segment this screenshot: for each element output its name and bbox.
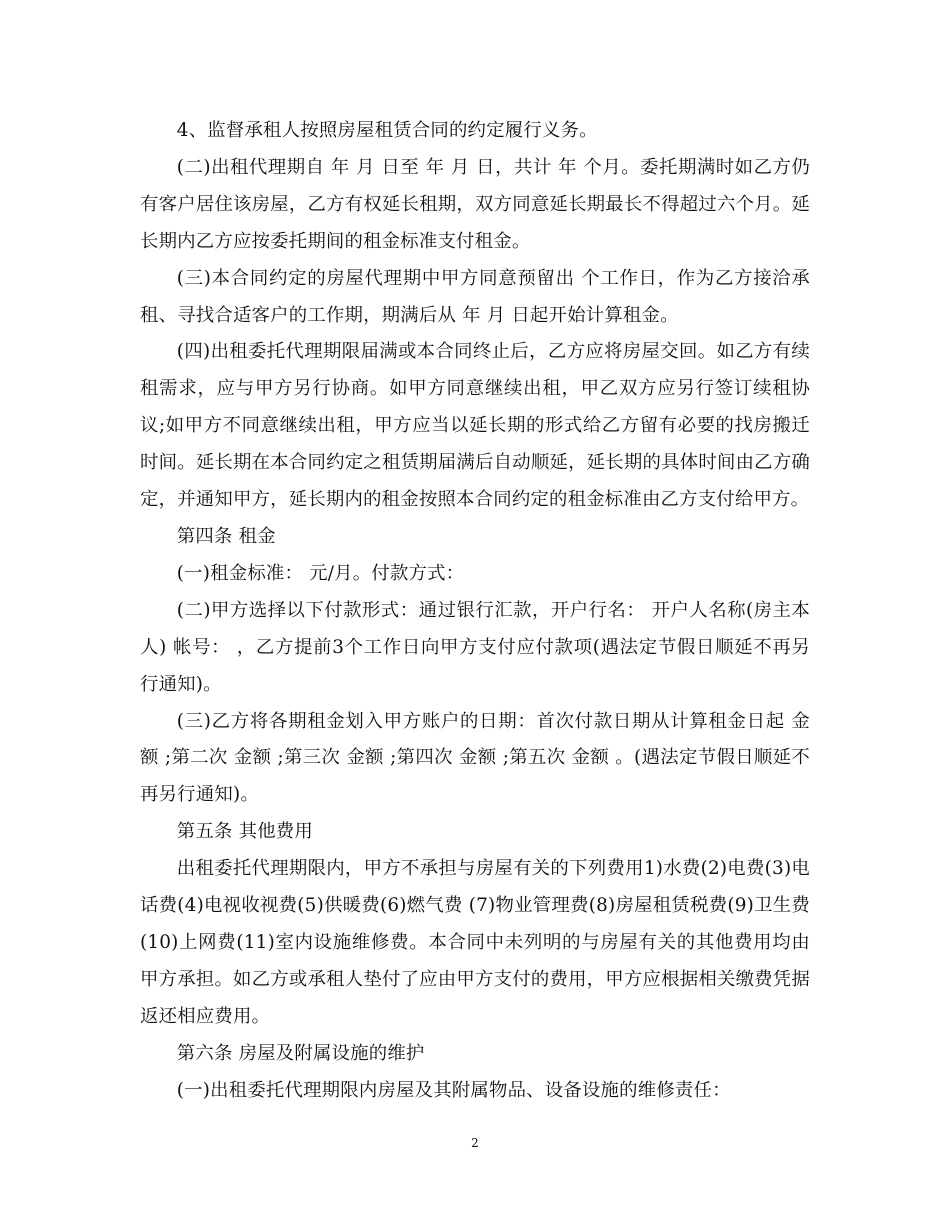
paragraph: 4、监督承租人按照房屋租赁合同的约定履行义务。	[176, 120, 598, 141]
paragraph: (二)甲方选择以下付款形式：通过银行汇款，开户行名： 开户人名称(房主本人) 帐号： ，乙方提前3个工作日向甲方支付应付款项(遇法定节假日顺延不再另行通知)。	[140, 599, 810, 695]
paragraph: 出租委托代理期限内，甲方不承担与房屋有关的下列费用1)水费(2)电费(3)电话费(4)电视收视费(5)供暖费(6)燃气费 (7)物业管理费(8)房屋租赁税费(9)卫生费(10)上网费(11)室内设施维修费。本合同中未列明的与房屋有关的其他费用均由甲方承担。如乙方或承租人垫付了应由甲方支付的费用，甲方应根据相关缴费凭据返还相应费用。	[140, 858, 810, 1027]
section-heading: 第六条 房屋及附属设施的维护	[176, 1042, 425, 1064]
paragraph: (二)出租代理期自 年 月 日至 年 月 日，共计 年 个月。委托期满时如乙方仍有客户居住该房屋，乙方有权延长租期，双方同意延长期最长不得超过六个月。延长期内乙方应按委托期间的租金标准支付租金。	[140, 156, 810, 252]
section-heading: 第四条 租金	[176, 525, 276, 547]
paragraph: (三)本合同约定的房屋代理期中甲方同意预留出 个工作日，作为乙方接洽承租、寻找合适客户的工作期，期满后从 年 月 日起开始计算租金。	[140, 267, 810, 326]
document-body	[140, 113, 810, 1109]
paragraph: (一)出租委托代理期限内房屋及其附属物品、设备设施的维修责任：	[176, 1079, 731, 1101]
paragraph: (一)租金标准： 元/月。付款方式：	[176, 562, 465, 584]
paragraph: (三)乙方将各期租金划入甲方账户的日期：首次付款日期从计算租金日起 金额 ;第二次 金额 ;第三次 金额 ;第四次 金额 ;第五次 金额 。(遇法定节假日顺延不再另行通知)。	[140, 710, 810, 806]
paragraph: (四)出租委托代理期限届满或本合同终止后，乙方应将房屋交回。如乙方有续租需求，应与甲方另行协商。如甲方同意继续出租，甲乙双方应另行签订续租协议;如甲方不同意继续出租，甲方应当以延长期的形式给乙方留有必要的找房搬迁时间。延长期在本合同约定之租赁期届满后自动顺延，延长期的具体时间由乙方确定，并通知甲方，延长期内的租金按照本合同约定的租金标准由乙方支付给甲方。	[140, 341, 810, 511]
section-heading: 第五条 其他费用	[176, 821, 313, 843]
page-number: 2	[471, 1136, 479, 1150]
